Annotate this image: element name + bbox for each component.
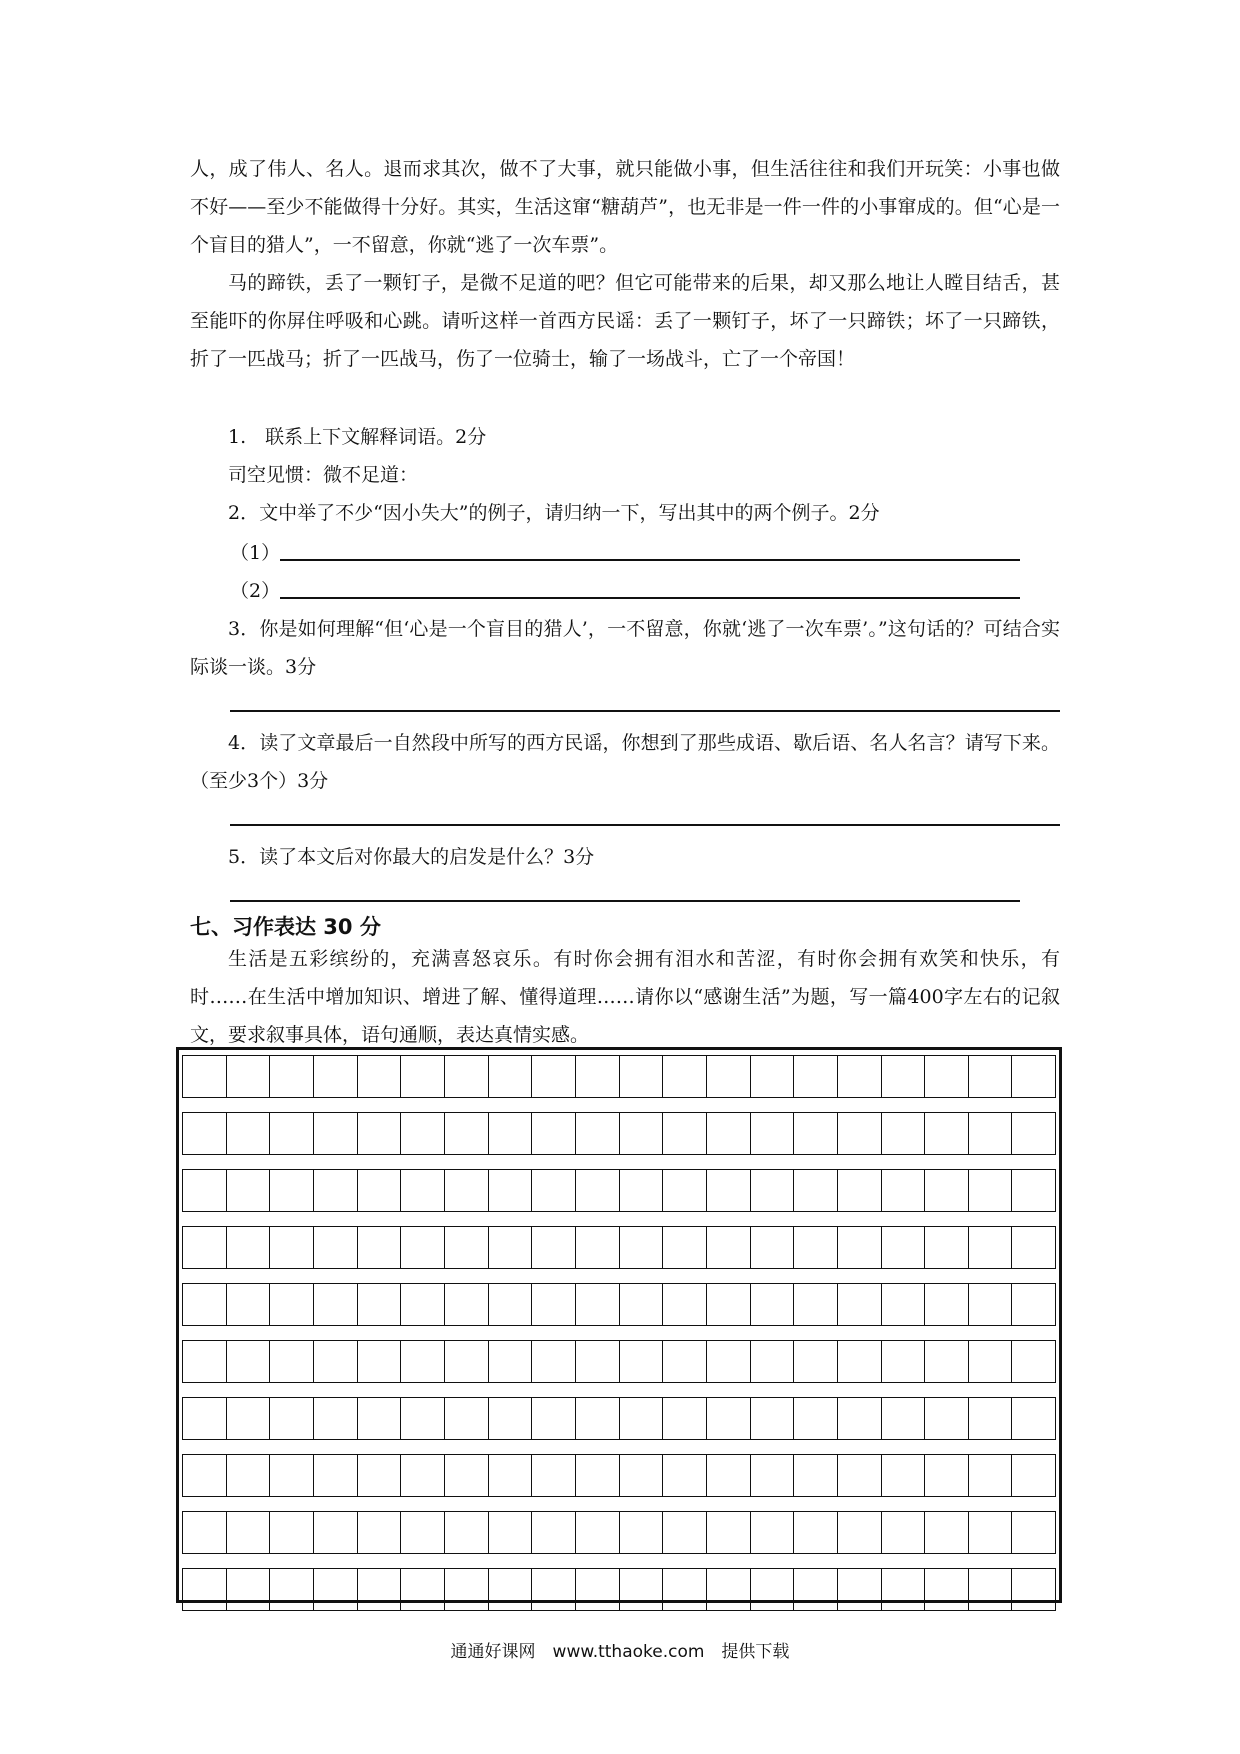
grid-cell[interactable] xyxy=(925,1569,969,1610)
grid-cell[interactable] xyxy=(1012,1455,1055,1496)
grid-cell[interactable] xyxy=(969,1227,1013,1268)
grid-cell[interactable] xyxy=(445,1056,489,1097)
grid-cell[interactable] xyxy=(445,1512,489,1553)
grid-cell[interactable] xyxy=(314,1512,358,1553)
grid-cell[interactable] xyxy=(663,1170,707,1211)
grid-cell[interactable] xyxy=(401,1569,445,1610)
grid-cell[interactable] xyxy=(445,1569,489,1610)
grid-cell[interactable] xyxy=(707,1398,751,1439)
grid-cell[interactable] xyxy=(663,1341,707,1382)
grid-cell[interactable] xyxy=(663,1569,707,1610)
grid-cell[interactable] xyxy=(401,1455,445,1496)
question-2-item-2-label: （2） xyxy=(230,580,281,602)
grid-cell[interactable] xyxy=(576,1227,620,1268)
grid-cell[interactable] xyxy=(751,1056,795,1097)
grid-cell[interactable] xyxy=(707,1113,751,1154)
grid-cell[interactable] xyxy=(925,1455,969,1496)
grid-row xyxy=(182,1454,1056,1497)
grid-cell[interactable] xyxy=(314,1455,358,1496)
grid-cell[interactable] xyxy=(620,1056,664,1097)
grid-cell[interactable] xyxy=(270,1512,314,1553)
grid-cell[interactable] xyxy=(620,1569,664,1610)
grid-cell[interactable] xyxy=(882,1113,926,1154)
grid-cell[interactable] xyxy=(576,1170,620,1211)
grid-row xyxy=(182,1340,1056,1383)
grid-cell[interactable] xyxy=(751,1455,795,1496)
grid-cell[interactable] xyxy=(227,1455,271,1496)
grid-cell[interactable] xyxy=(925,1056,969,1097)
grid-cell[interactable] xyxy=(620,1113,664,1154)
grid-row xyxy=(182,1283,1056,1326)
grid-row xyxy=(182,1511,1056,1554)
grid-cell[interactable] xyxy=(270,1569,314,1610)
grid-cell[interactable] xyxy=(620,1455,664,1496)
grid-cell[interactable] xyxy=(270,1455,314,1496)
grid-cell[interactable] xyxy=(489,1056,533,1097)
grid-cell[interactable] xyxy=(489,1284,533,1325)
grid-cell[interactable] xyxy=(576,1056,620,1097)
grid-cell[interactable] xyxy=(576,1284,620,1325)
grid-cell[interactable] xyxy=(1012,1284,1055,1325)
grid-cell[interactable] xyxy=(489,1512,533,1553)
grid-cell[interactable] xyxy=(183,1398,227,1439)
grid-cell[interactable] xyxy=(620,1227,664,1268)
grid-cell[interactable] xyxy=(969,1284,1013,1325)
grid-cell[interactable] xyxy=(358,1398,402,1439)
grid-cell[interactable] xyxy=(707,1341,751,1382)
grid-row-gap xyxy=(182,1497,1056,1511)
page-footer: 通通好课网 www.tthaoke.com 提供下载 xyxy=(450,1642,790,1662)
grid-cell[interactable] xyxy=(1012,1398,1055,1439)
grid-cell[interactable] xyxy=(882,1341,926,1382)
section-heading-writing: 七、习作表达 30 分 xyxy=(190,915,381,939)
grid-cell[interactable] xyxy=(489,1398,533,1439)
grid-cell[interactable] xyxy=(794,1056,838,1097)
grid-cell[interactable] xyxy=(358,1569,402,1610)
grid-cell[interactable] xyxy=(838,1341,882,1382)
grid-cell[interactable] xyxy=(882,1284,926,1325)
grid-cell[interactable] xyxy=(751,1113,795,1154)
grid-cell[interactable] xyxy=(314,1341,358,1382)
answer-line-q5[interactable] xyxy=(230,900,1020,902)
grid-cell[interactable] xyxy=(794,1284,838,1325)
grid-cell[interactable] xyxy=(663,1455,707,1496)
grid-cell[interactable] xyxy=(1012,1512,1055,1553)
grid-cell[interactable] xyxy=(882,1056,926,1097)
answer-line-q4[interactable] xyxy=(230,824,1060,826)
grid-row xyxy=(182,1397,1056,1440)
grid-cell[interactable] xyxy=(183,1512,227,1553)
grid-cell[interactable] xyxy=(969,1569,1013,1610)
grid-cell[interactable] xyxy=(576,1341,620,1382)
grid-cell[interactable] xyxy=(882,1227,926,1268)
reading-passage xyxy=(190,150,1060,378)
grid-cell[interactable] xyxy=(445,1113,489,1154)
grid-cell[interactable] xyxy=(838,1056,882,1097)
grid-cell[interactable] xyxy=(620,1398,664,1439)
grid-cell[interactable] xyxy=(707,1056,751,1097)
grid-cell[interactable] xyxy=(401,1056,445,1097)
grid-cell[interactable] xyxy=(794,1512,838,1553)
grid-cell[interactable] xyxy=(663,1056,707,1097)
grid-cell[interactable] xyxy=(620,1284,664,1325)
grid-row-gap xyxy=(182,1611,1056,1625)
grid-cell[interactable] xyxy=(270,1113,314,1154)
grid-cell[interactable] xyxy=(401,1113,445,1154)
grid-cell[interactable] xyxy=(227,1341,271,1382)
grid-row-gap xyxy=(182,1212,1056,1226)
grid-cell[interactable] xyxy=(663,1512,707,1553)
grid-row xyxy=(182,1568,1056,1611)
question-1-terms: 司空见惯：微不足道： xyxy=(228,464,419,486)
grid-cell[interactable] xyxy=(183,1284,227,1325)
grid-cell[interactable] xyxy=(925,1113,969,1154)
grid-cell[interactable] xyxy=(751,1227,795,1268)
grid-cell[interactable] xyxy=(969,1113,1013,1154)
grid-cell[interactable] xyxy=(532,1227,576,1268)
grid-cell[interactable] xyxy=(270,1227,314,1268)
grid-cell[interactable] xyxy=(576,1512,620,1553)
grid-row xyxy=(182,1112,1056,1155)
grid-cell[interactable] xyxy=(183,1056,227,1097)
writing-prompt: 生活是五彩缤纷的，充满喜怒哀乐。有时你会拥有泪水和苦涩，有时你会拥有欢笑和快乐，有时……在生活中增加知识、增进了解、懂得道理……请你以“感谢生活”为题，写一篇400字左右的记叙文，要求叙事具体，语句通顺，表达真情实感。 xyxy=(190,948,1060,1046)
grid-cell[interactable] xyxy=(1012,1056,1055,1097)
grid-cell[interactable] xyxy=(794,1398,838,1439)
grid-cell[interactable] xyxy=(489,1341,533,1382)
grid-cell[interactable] xyxy=(969,1455,1013,1496)
grid-cell[interactable] xyxy=(532,1170,576,1211)
grid-cell[interactable] xyxy=(183,1341,227,1382)
grid-cell[interactable] xyxy=(969,1341,1013,1382)
grid-cell[interactable] xyxy=(925,1512,969,1553)
grid-cell[interactable] xyxy=(838,1227,882,1268)
grid-cell[interactable] xyxy=(227,1569,271,1610)
grid-cell[interactable] xyxy=(227,1227,271,1268)
grid-cell[interactable] xyxy=(882,1569,926,1610)
grid-row xyxy=(182,1226,1056,1269)
answer-line-q2-1[interactable] xyxy=(280,559,1020,561)
grid-cell[interactable] xyxy=(489,1227,533,1268)
answer-line-q2-2[interactable] xyxy=(280,597,1020,599)
passage-paragraph-2: 马的蹄铁，丢了一颗钉子，是微不足道的吧？但它可能带来的后果，却又那么地让人瞠目结舌，甚至能吓的你屏住呼吸和心跳。请听这样一首西方民谣：丢了一颗钉子，坏了一只蹄铁；坏了一只蹄铁，折了一匹战马；折了一匹战马，伤了一位骑士，输了一场战斗，亡了一个帝国！ xyxy=(190,272,1060,370)
grid-cell[interactable] xyxy=(358,1512,402,1553)
grid-cell[interactable] xyxy=(183,1569,227,1610)
grid-cell[interactable] xyxy=(314,1398,358,1439)
grid-cell[interactable] xyxy=(620,1512,664,1553)
grid-cell[interactable] xyxy=(925,1227,969,1268)
grid-cell[interactable] xyxy=(1012,1341,1055,1382)
grid-cell[interactable] xyxy=(532,1113,576,1154)
grid-cell[interactable] xyxy=(794,1227,838,1268)
grid-cell[interactable] xyxy=(314,1113,358,1154)
grid-cell[interactable] xyxy=(532,1398,576,1439)
grid-cell[interactable] xyxy=(401,1284,445,1325)
grid-cell[interactable] xyxy=(925,1284,969,1325)
composition-grid[interactable] xyxy=(176,1047,1062,1603)
grid-cell[interactable] xyxy=(751,1170,795,1211)
grid-cell[interactable] xyxy=(445,1284,489,1325)
grid-cell[interactable] xyxy=(838,1398,882,1439)
grid-cell[interactable] xyxy=(445,1341,489,1382)
grid-cell[interactable] xyxy=(445,1455,489,1496)
grid-cell[interactable] xyxy=(227,1056,271,1097)
grid-cell[interactable] xyxy=(751,1398,795,1439)
grid-row-gap xyxy=(182,1383,1056,1397)
grid-cell[interactable] xyxy=(838,1284,882,1325)
grid-cell[interactable] xyxy=(707,1284,751,1325)
grid-cell[interactable] xyxy=(532,1569,576,1610)
grid-cell[interactable] xyxy=(969,1056,1013,1097)
grid-cell[interactable] xyxy=(969,1170,1013,1211)
grid-cell[interactable] xyxy=(882,1398,926,1439)
grid-cell[interactable] xyxy=(882,1455,926,1496)
grid-cell[interactable] xyxy=(576,1113,620,1154)
grid-cell[interactable] xyxy=(445,1227,489,1268)
grid-cell[interactable] xyxy=(751,1569,795,1610)
grid-cell[interactable] xyxy=(1012,1569,1055,1610)
answer-line-q3[interactable] xyxy=(230,710,1060,712)
grid-cell[interactable] xyxy=(794,1455,838,1496)
question-2-item-1-label: （1） xyxy=(230,542,281,564)
grid-cell[interactable] xyxy=(401,1512,445,1553)
grid-cell[interactable] xyxy=(445,1398,489,1439)
grid-cell[interactable] xyxy=(882,1170,926,1211)
grid-cell[interactable] xyxy=(489,1113,533,1154)
grid-cell[interactable] xyxy=(270,1170,314,1211)
passage-paragraph-1: 人，成了伟人、名人。退而求其次，做不了大事，就只能做小事，但生活往往和我们开玩笑：小事也做不好——至少不能做得十分好。其实，生活这窜“糖葫芦”，也无非是一件一件的小事窜成的。但“心是一个盲目的猎人”，一不留意，你就“逃了一次车票”。 xyxy=(190,158,1060,256)
grid-cell[interactable] xyxy=(445,1170,489,1211)
grid-cell[interactable] xyxy=(183,1455,227,1496)
grid-cell[interactable] xyxy=(663,1113,707,1154)
grid-cell[interactable] xyxy=(794,1170,838,1211)
grid-cell[interactable] xyxy=(532,1512,576,1553)
grid-cell[interactable] xyxy=(838,1170,882,1211)
grid-cell[interactable] xyxy=(620,1170,664,1211)
grid-cell[interactable] xyxy=(576,1455,620,1496)
grid-cell[interactable] xyxy=(489,1170,533,1211)
grid-row-gap xyxy=(182,1155,1056,1169)
grid-cell[interactable] xyxy=(532,1341,576,1382)
grid-cell[interactable] xyxy=(489,1569,533,1610)
grid-cell[interactable] xyxy=(314,1569,358,1610)
grid-cell[interactable] xyxy=(532,1056,576,1097)
grid-cell[interactable] xyxy=(314,1170,358,1211)
grid-cell[interactable] xyxy=(794,1569,838,1610)
grid-row xyxy=(182,1055,1056,1098)
grid-cell[interactable] xyxy=(925,1341,969,1382)
grid-cell[interactable] xyxy=(227,1170,271,1211)
grid-cell[interactable] xyxy=(794,1341,838,1382)
question-3: 3．你是如何理解“但‘心是一个盲目的猎人’，一不留意，你就‘逃了一次车票’。”这句话的？可结合实际谈一谈。3分 xyxy=(190,618,1060,678)
grid-cell[interactable] xyxy=(270,1056,314,1097)
grid-cell[interactable] xyxy=(358,1170,402,1211)
grid-cell[interactable] xyxy=(183,1227,227,1268)
grid-cell[interactable] xyxy=(227,1398,271,1439)
question-2: 2．文中举了不少“因小失大”的例子，请归纳一下，写出其中的两个例子。2分 xyxy=(228,502,880,524)
grid-cell[interactable] xyxy=(663,1227,707,1268)
grid-row xyxy=(182,1169,1056,1212)
grid-cell[interactable] xyxy=(401,1227,445,1268)
grid-cell[interactable] xyxy=(314,1284,358,1325)
grid-cell[interactable] xyxy=(358,1341,402,1382)
grid-cell[interactable] xyxy=(532,1455,576,1496)
grid-cell[interactable] xyxy=(882,1512,926,1553)
grid-cell[interactable] xyxy=(751,1341,795,1382)
grid-cell[interactable] xyxy=(620,1341,664,1382)
grid-cell[interactable] xyxy=(707,1512,751,1553)
grid-cell[interactable] xyxy=(183,1113,227,1154)
grid-cell[interactable] xyxy=(838,1455,882,1496)
grid-row-gap xyxy=(182,1269,1056,1283)
grid-cell[interactable] xyxy=(707,1227,751,1268)
grid-cell[interactable] xyxy=(576,1569,620,1610)
grid-cell[interactable] xyxy=(663,1284,707,1325)
grid-cell[interactable] xyxy=(358,1284,402,1325)
grid-cell[interactable] xyxy=(401,1170,445,1211)
grid-cell[interactable] xyxy=(751,1512,795,1553)
grid-cell[interactable] xyxy=(969,1398,1013,1439)
grid-cell[interactable] xyxy=(270,1341,314,1382)
grid-cell[interactable] xyxy=(358,1056,402,1097)
grid-cell[interactable] xyxy=(794,1113,838,1154)
grid-cell[interactable] xyxy=(925,1170,969,1211)
grid-cell[interactable] xyxy=(576,1398,620,1439)
grid-cell[interactable] xyxy=(707,1569,751,1610)
grid-cell[interactable] xyxy=(183,1170,227,1211)
grid-cell[interactable] xyxy=(358,1113,402,1154)
grid-cell[interactable] xyxy=(707,1170,751,1211)
grid-cell[interactable] xyxy=(838,1569,882,1610)
grid-cell[interactable] xyxy=(227,1284,271,1325)
grid-cell[interactable] xyxy=(838,1113,882,1154)
question-4: 4．读了文章最后一自然段中所写的西方民谣，你想到了那些成语、歇后语、名人名言？请写下来。（至少3个）3分 xyxy=(190,732,1060,792)
question-1: 1. 联系上下文解释词语。2分 xyxy=(228,426,487,448)
grid-cell[interactable] xyxy=(358,1455,402,1496)
grid-row-gap xyxy=(182,1098,1056,1112)
grid-cell[interactable] xyxy=(1012,1170,1055,1211)
grid-cell[interactable] xyxy=(751,1284,795,1325)
grid-cell[interactable] xyxy=(707,1455,751,1496)
grid-cell[interactable] xyxy=(270,1398,314,1439)
grid-cell[interactable] xyxy=(1012,1113,1055,1154)
grid-cell[interactable] xyxy=(489,1455,533,1496)
grid-cell[interactable] xyxy=(227,1113,271,1154)
grid-cell[interactable] xyxy=(401,1398,445,1439)
grid-cell[interactable] xyxy=(227,1512,271,1553)
grid-cell[interactable] xyxy=(532,1284,576,1325)
grid-cell[interactable] xyxy=(1012,1227,1055,1268)
grid-row-gap xyxy=(182,1554,1056,1568)
grid-cell[interactable] xyxy=(401,1341,445,1382)
grid-cell[interactable] xyxy=(838,1512,882,1553)
grid-cell[interactable] xyxy=(314,1227,358,1268)
grid-row-gap xyxy=(182,1326,1056,1340)
grid-cell[interactable] xyxy=(270,1284,314,1325)
grid-cell[interactable] xyxy=(925,1398,969,1439)
grid-cell[interactable] xyxy=(969,1512,1013,1553)
question-5: 5．读了本文后对你最大的启发是什么？3分 xyxy=(228,846,595,868)
grid-cell[interactable] xyxy=(663,1398,707,1439)
grid-cell[interactable] xyxy=(314,1056,358,1097)
grid-row-gap xyxy=(182,1440,1056,1454)
grid-cell[interactable] xyxy=(358,1227,402,1268)
